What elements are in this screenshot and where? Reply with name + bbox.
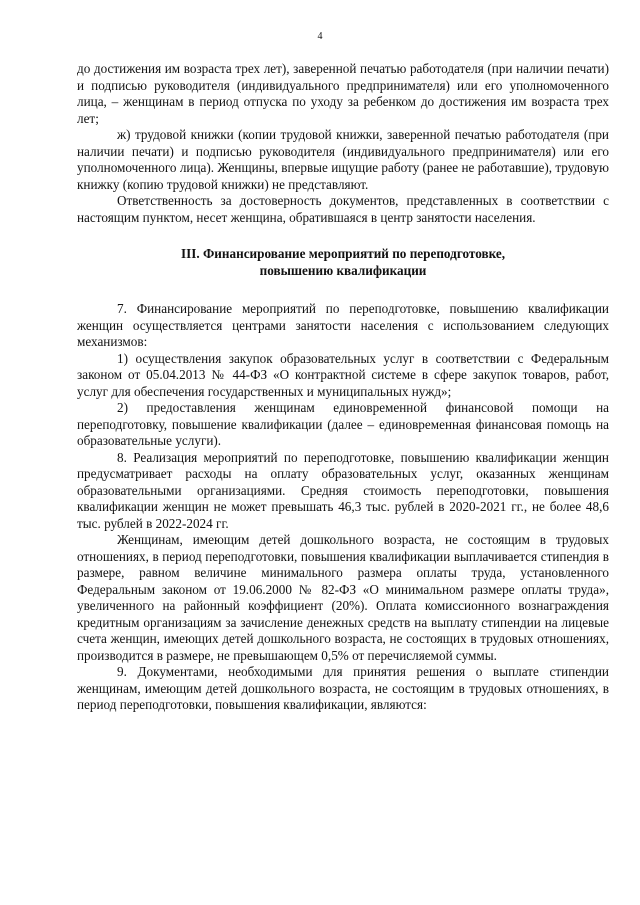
paragraph-7-item-2: 2) предоставления женщинам единовременной финансовой помощи на переподготовку, повышение квалификации (далее – единовременная финансовая помощь на образовательные услуги).	[77, 400, 609, 448]
paragraph-stipend: Женщинам, имеющим детей дошкольного возраста, не состоящим в трудовых отношениях, в период переподготовки, повышения квалификации выплачивается стипендия в размере, равном величине минимального размера оплаты труда, установленного Федеральным законом от 19.06.2000 № 82-ФЗ «О минимальном размере оплаты труда», увеличенного на районный коэффициент (20%). Оплата комиссионного вознаграждения кредитным организациям за зачисление денежных средств на выплату стипендии на лицевые счета женщин, имеющих детей дошкольного возраста, не состоящих в трудовых отношениях, производится в размере, не превышающем 0,5% от перечисляемой суммы.	[77, 532, 609, 663]
paragraph-responsibility: Ответственность за достоверность документов, представленных в соответствии с настоящим пунктом, несет женщина, обратившаяся в центр занятости населения.	[77, 193, 609, 225]
section-heading-line2: повышению квалификации	[259, 262, 427, 278]
paragraph-continuation: до достижения им возраста трех лет), заверенной печатью работодателя (при наличии печати) и подписью руководителя (индивидуального предпринимателя) или его уполномоченного лица, – женщинам в период отпуска по уходу за ребенком до достижения им возраста трех лет;	[77, 61, 609, 126]
paragraph-8: 8. Реализация мероприятий по переподготовке, повышению квалификации женщин предусматривает расходы на оплату образовательных услуг, оказанных женщинам образовательными организациями. Средняя стоимость переподготовки, повышения квалификации женщин не может превышать 46,3 тыс. рублей в 2020-2021 гг., не более 48,6 тыс. рублей в 2022-2024 гг.	[77, 449, 609, 531]
paragraph-9: 9. Документами, необходимыми для принятия решения о выплате стипендии женщинам, имеющим детей дошкольного возраста, не состоящим в трудовых отношениях, в период переподготовки, повышения квалификации, являются:	[77, 664, 609, 712]
paragraph-7: 7. Финансирование мероприятий по переподготовке, повышению квалификации женщин осуществляется центрами занятости населения с использованием следующих механизмов:	[77, 301, 609, 349]
document-body	[77, 61, 609, 714]
section-heading-line1: III. Финансирование мероприятий по переподготовке,	[180, 246, 506, 261]
paragraph-item-zh: ж) трудовой книжки (копии трудовой книжки, заверенной печатью работодателя (при наличии печати) и подписью руководителя (индивидуального предпринимателя) или его уполномоченного лица). Женщины, впервые ищущие работу (ранее не работавшие), трудовую книжку (копию трудовой книжки) не представляют.	[77, 127, 609, 192]
paragraph-7-item-1: 1) осуществления закупок образовательных услуг в соответствии с Федеральным законом от 05.04.2013 № 44-ФЗ «О контрактной системе в сфере закупок товаров, работ, услуг для обеспечения государственных и муниципальных нужд»;	[77, 350, 609, 399]
page-number: 4	[317, 31, 323, 42]
